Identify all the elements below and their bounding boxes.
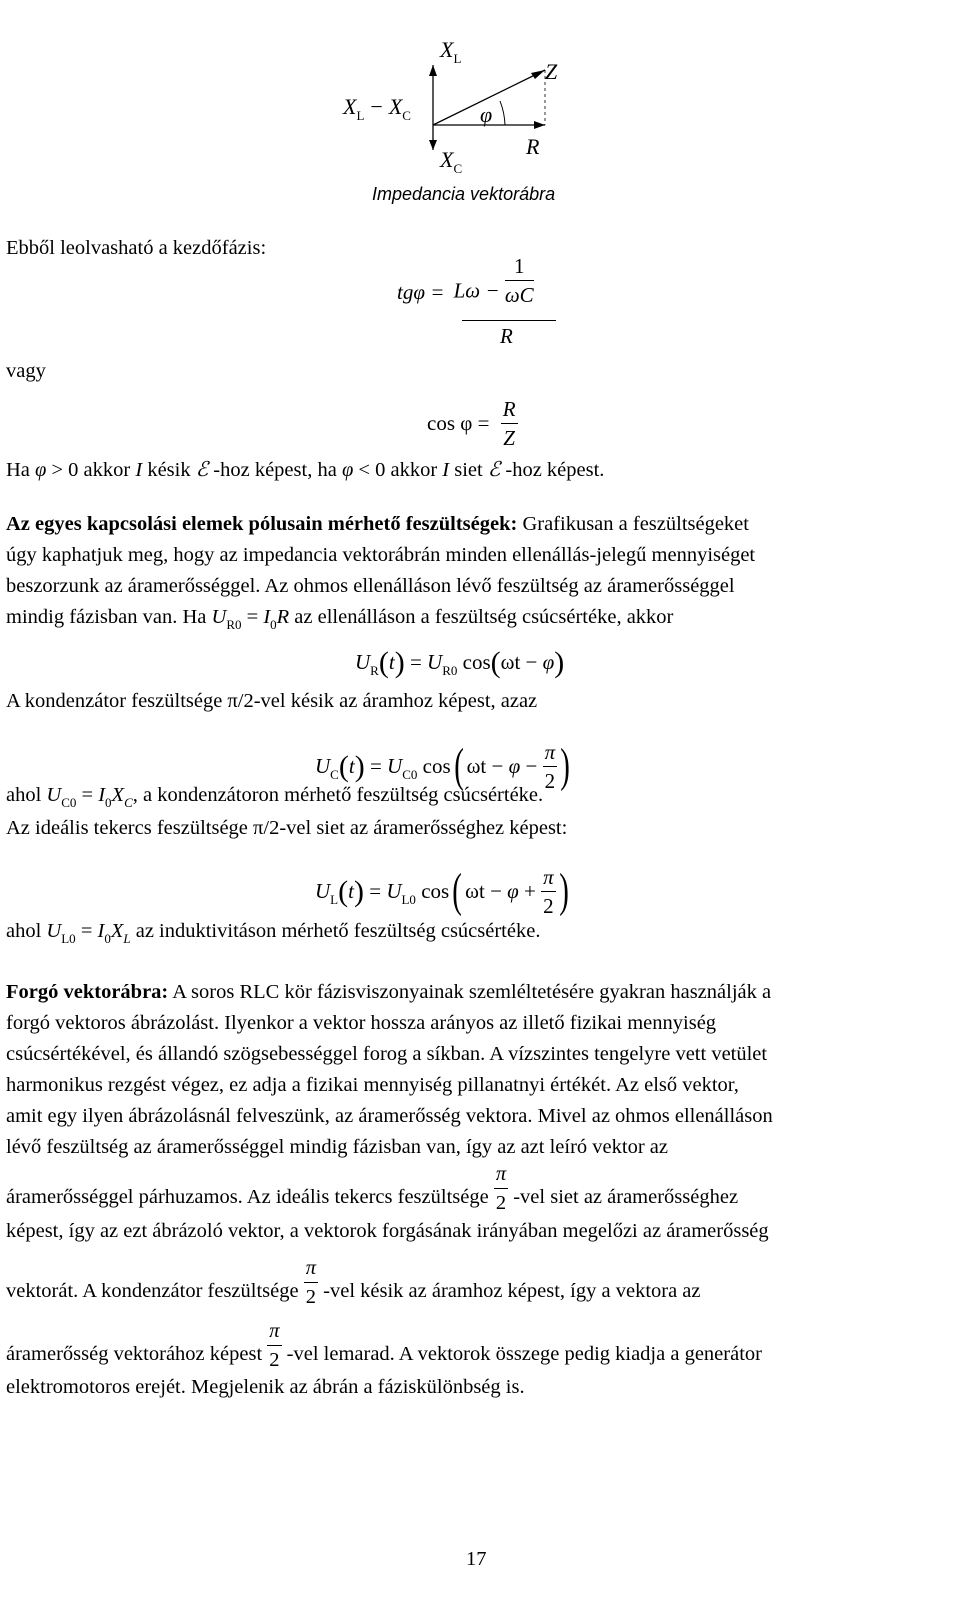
p1-line-1: Az egyes kapcsolási elemek pólusain mérhető feszültségek: Grafikusan a feszültségeket [6, 513, 749, 535]
p2-line-7: áramerősséggel párhuzamos. Az ideális tekercs feszültsége $\frac{\pi}{2}$ -vel siet az áramerősséghez [6, 1170, 738, 1227]
eq-uc: $U_C(t) = U_{C0}$ cos( ωt − φ − $\frac{\pi}{2}$ ) [315, 739, 570, 793]
label-r: R [526, 134, 540, 159]
capacitor-line: A kondenzátor feszültsége π/2-vel késik az áramhoz képest, azaz [6, 690, 538, 712]
p2-line-4: harmonikus rezgést végez, ez adja a fizikai mennyiség pillanatnyi értékét. Az első vektor, [6, 1074, 739, 1096]
cos-formula: cos φ = $\frac{R}{Z}$ [427, 397, 516, 450]
phi-arc [500, 101, 505, 125]
page-number: 17 [466, 1548, 487, 1570]
label-xl: $X_L$ [440, 37, 462, 66]
ahol-inductor: ahol $U_{L0} = I_0X_L$ az induktivitáson mérhető feszültség csúcsértéke. [6, 920, 541, 946]
paragraph-rotating-vector [6, 980, 946, 1166]
p2-line-11: elektromotoros erejét. Megjelenik az ábrán a fáziskülönbség is. [6, 1376, 525, 1398]
p2-line-5: amit egy ilyen ábrázolásnál felveszünk, az áramerősség vektora. Mivel az ohmos ellenálláson [6, 1105, 773, 1127]
z-arrowhead [531, 70, 545, 79]
p1-line-2: úgy kaphatjuk meg, hogy az impedancia vektorábrán minden ellenállás-jelegű mennyiséget [6, 544, 756, 566]
label-xl-minus-xc: $X_L - X_C$ [343, 94, 411, 123]
xc-arrowhead [429, 140, 437, 150]
diagram-caption: Impedancia vektorábra [372, 184, 556, 204]
p2-line-2: forgó vektoros ábrázolást. Ilyenkor a vektor hossza arányos az illető fizikai mennyiség [6, 1012, 717, 1034]
p2-line-8: képest, így az ezt ábrázoló vektor, a vektorok forgásának irányában megelőzi az áramerősség [6, 1220, 769, 1242]
intro-text: Ebből leolvasható a kezdőfázis: [6, 237, 267, 259]
tg-denominator: R [500, 324, 513, 348]
p1-line-3: beszorzunk az áramerősséggel. Az ohmos ellenálláson lévő feszültség az áramerősséggel [6, 575, 735, 597]
paragraph-voltages [6, 512, 946, 636]
r-arrowhead [534, 121, 545, 129]
eq-ur: $U_R(t) = U_{R0}$ cos(ωt − φ) [355, 646, 565, 679]
label-xc: $X_C$ [440, 147, 463, 176]
eq-ul: $U_L(t) = U_{L0}$ cos( ωt − φ + $\frac{\pi}{2}$ ) [315, 864, 569, 918]
inductor-line: Az ideális tekercs feszültsége π/2-vel siet az áramerősséghez képest: [6, 817, 568, 839]
label-phi: φ [480, 102, 493, 127]
tg-fraction-bar [462, 320, 556, 321]
label-z: Z [545, 59, 558, 84]
impedance-triangle [0, 0, 960, 200]
p2-line-1: Forgó vektorábra: A soros RLC kör fázisviszonyainak szemléltetésére gyakran használják a [6, 981, 772, 1003]
p2-line-9: vektorát. A kondenzátor feszültsége $\frac{\pi}{2}$ -vel késik az áramhoz képest, így a vektora az [6, 1264, 701, 1321]
p1-line-4: mindig fázisban van. Ha $U_{R0} = I_0R$ az ellenálláson a feszültség csúcsértéke, akkor [6, 606, 674, 632]
p2-line-3: csúcsértékével, és állandó szögsebességgel forog a síkban. A vízszintes tengelyre vett vetület [6, 1043, 768, 1065]
p2-line-10: áramerősség vektorához képest $\frac{\pi}{2}$ -vel lemarad. A vektorok összege pedig kiadja a generátor [6, 1327, 762, 1384]
vagy-text: vagy [6, 360, 46, 382]
p2-line-6: lévő feszültség az áramerősséggel mindig fázisban van, így az azt leíró vektor az [6, 1136, 668, 1158]
xl-arrowhead [429, 65, 437, 76]
ha-line: Ha φ > 0 akkor I késik ℰ -hoz képest, ha φ < 0 akkor I siet ℰ -hoz képest. [6, 459, 605, 481]
tg-formula: tgφ = Lω − $\frac{1}{\omega C}$ [397, 254, 534, 307]
ahol-capacitor: ahol $U_{C0} = I_0X_C$, a kondenzátoron mérhető feszültség csúcsértéke. [6, 784, 544, 810]
